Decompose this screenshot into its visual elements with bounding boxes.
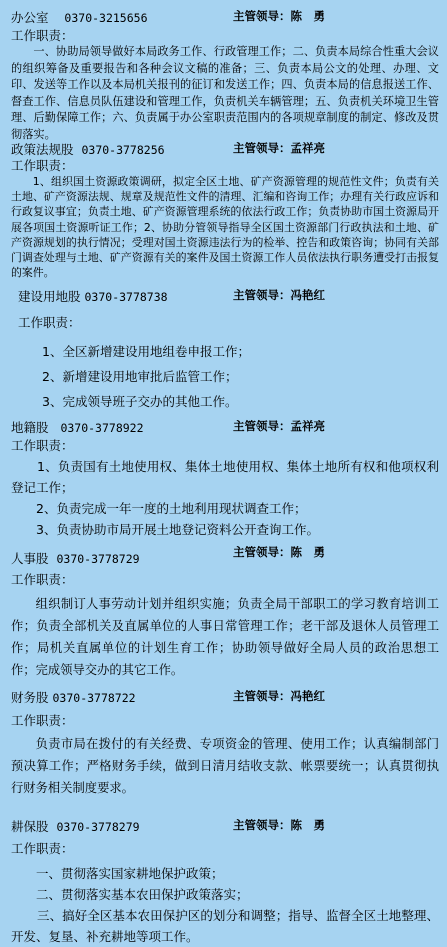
dept-leader: 主管领导：陈 勇 (233, 545, 325, 559)
responsibilities-heading: 工作职责： (11, 438, 74, 453)
dept-phone: 0370-3778738 (84, 290, 168, 304)
dept-leader: 主管领导：孟祥亮 (233, 419, 325, 433)
dept-farmland-protection (0, 817, 447, 947)
list-item: 3、负责协助市局开展土地登记资料公开查询工作。 (36, 522, 319, 537)
dept-title (18, 287, 168, 305)
dept-title (11, 817, 140, 835)
responsibilities-text: 组织制订人事劳动计划并组织实施；负责全局干部职工的学习教育培训工作；负责全部机关及直属单位的人事日常管理工作；老干部及退休人员管理工作；局机关直属单位的计划生育工作；协助领导做好全局人员的政治思想工作；完成领导交办的其它工作。 (11, 597, 439, 677)
responsibilities-heading: 工作职责： (11, 158, 74, 173)
dept-name: 地籍股 (11, 420, 49, 435)
dept-phone: 0370-3778256 (81, 143, 165, 157)
dept-title (11, 549, 140, 567)
responsibilities-list (0, 863, 447, 947)
dept-leader: 主管领导：冯艳红 (233, 288, 325, 302)
dept-policy-regulation (0, 140, 447, 280)
responsibilities-list (0, 456, 447, 540)
dept-leader: 主管领导：陈 勇 (233, 9, 325, 23)
dept-phone: 0370-3215656 (64, 11, 148, 25)
dept-leader: 主管领导：冯艳红 (233, 689, 325, 703)
responsibilities-heading: 工作职责： (18, 315, 81, 330)
dept-leader: 主管领导：孟祥亮 (233, 141, 325, 155)
responsibilities-heading: 工作职责： (11, 841, 74, 856)
dept-phone: 0370-3778729 (56, 552, 140, 566)
dept-name: 办公室 (11, 10, 49, 25)
dept-name: 人事股 (11, 551, 49, 566)
responsibilities-heading: 工作职责： (11, 713, 74, 728)
dept-name: 建设用地股 (18, 289, 81, 304)
dept-name: 政策法规股 (11, 142, 74, 157)
responsibilities-list (0, 339, 447, 414)
dept-title (11, 8, 148, 26)
list-item: 二、贯彻落实基本农田保护政策落实； (36, 887, 249, 902)
responsibilities-text: 一、协助局领导做好本局政务工作、行政管理工作；二、负责本局综合性重大会议的组织筹备及重要报告和各种会议文稿的准备；三、负责本局公文的处理、办理、文印、发送等工作以及本局机关报刊的征订和发送工作；四、负责本局的信息报送工作、督查工作、信息员队伍建设和管理工作，负责机关车辆管理；五、负责机关环境卫生管理、后勤保障工作；六、负责属于办公室职责范围内的各项规章制度的制定、修改及贯彻落实。 (11, 45, 439, 141)
dept-name: 耕保股 (11, 819, 49, 834)
list-item: 3、完成领导班子交办的其他工作。 (42, 394, 238, 409)
dept-leader: 主管领导：陈 勇 (233, 818, 325, 832)
dept-cadastre (0, 418, 447, 540)
dept-title (11, 688, 136, 706)
list-item: 1、负责国有土地使用权、集体土地使用权、集体土地所有权和他项权利登记工作； (11, 459, 439, 495)
dept-phone: 0370-3778722 (52, 691, 136, 705)
list-item: 一、贯彻落实国家耕地保护政策； (36, 866, 224, 881)
list-item: 三、搞好全区基本农田保护区的划分和调整；指导、监督全区土地整理、开发、复垦、补充耕地等项工作。 (11, 908, 439, 944)
dept-title (11, 418, 144, 436)
dept-construction-land (0, 287, 447, 414)
list-item: 2、新增建设用地审批后监管工作； (42, 369, 238, 384)
dept-title (11, 140, 165, 158)
dept-name: 财务股 (11, 690, 49, 705)
responsibilities-text: 负责市局在拨付的有关经费、专项资金的管理、使用工作；认真编制部门预决算工作；严格财务手续，做到日清月结收支款、帐票要统一；认真贯彻执行财务相关制度要求。 (11, 737, 439, 795)
responsibilities-heading: 工作职责： (11, 572, 74, 587)
list-item: 2、负责完成一年一度的土地利用现状调查工作； (36, 501, 307, 516)
dept-phone: 0370-3778922 (60, 421, 144, 435)
list-item: 1、全区新增建设用地组卷申报工作； (42, 344, 250, 359)
responsibilities-text: 1、组织国土资源政策调研，拟定全区土地、矿产资源管理的规范性文件；负责有关土地、矿产资源法规、规章及规范性文件的清理、汇编和咨询工作；办理有关行政应诉和行政复议事宜；负责土地、矿产资源管理系统的依法行政工作；负责协助市国土资源局开展各项国土资源听证工作；2、协助分管领导指导全区国土资源部门行政执法和土地、矿产资源规划的执行情况；受理对国土资源违法行为的检举、控告和政策咨询；协同有关部门调查处理与土地、矿产资源有关的案件及国土资源工作人员依法执行职务遭受打击报复的案件。 (11, 175, 439, 280)
dept-office (0, 8, 447, 143)
dept-personnel (0, 544, 447, 681)
dept-finance (0, 688, 447, 799)
responsibilities-heading: 工作职责： (11, 28, 74, 43)
dept-phone: 0370-3778279 (56, 820, 140, 834)
